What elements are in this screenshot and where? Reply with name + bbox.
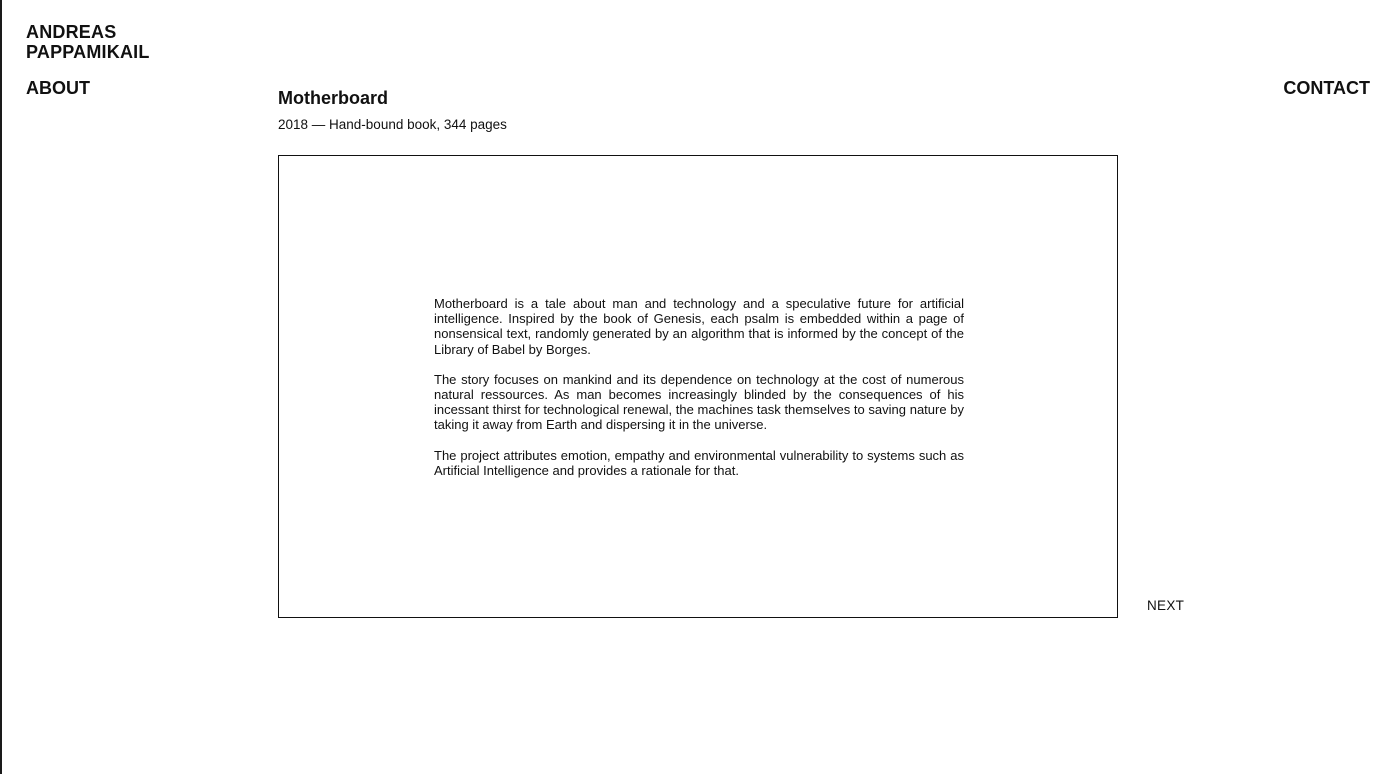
nav-about-link[interactable]: ABOUT <box>26 78 90 98</box>
description-paragraph-2: The story focuses on mankind and its dependence on technology at the cost of numerous natural ressources. As man becomes increasingly blinded by the consequences of his incessant thirst for technological renewal, the machines task themselves to saving nature by taking it away from Earth and dispersing it in the universe. <box>434 371 964 433</box>
next-project-link[interactable]: NEXT <box>1147 598 1185 613</box>
project-title: Motherboard <box>278 88 388 108</box>
project-meta: 2018 — Hand-bound book, 344 pages <box>278 117 507 132</box>
left-edge-border <box>0 0 2 774</box>
project-content-box <box>278 155 1118 618</box>
site-logo-link[interactable] <box>26 22 150 62</box>
nav-contact-link[interactable]: CONTACT <box>1283 78 1370 98</box>
project-description <box>434 296 964 493</box>
description-paragraph-3: The project attributes emotion, empathy and environmental vulnerability to systems such as Artificial Intelligence and provides a rationale for that. <box>434 447 964 478</box>
site-name-line-1: ANDREAS <box>26 22 117 42</box>
description-paragraph-1: Motherboard is a tale about man and technology and a speculative future for artificial intelligence. Inspired by the book of Genesis, each psalm is embedded within a page of nonsensical text, randomly generated by an algorithm that is informed by the concept of the Library of Babel by Borges. <box>434 296 964 357</box>
site-name-line-2: PAPPAMIKAIL <box>26 42 150 62</box>
